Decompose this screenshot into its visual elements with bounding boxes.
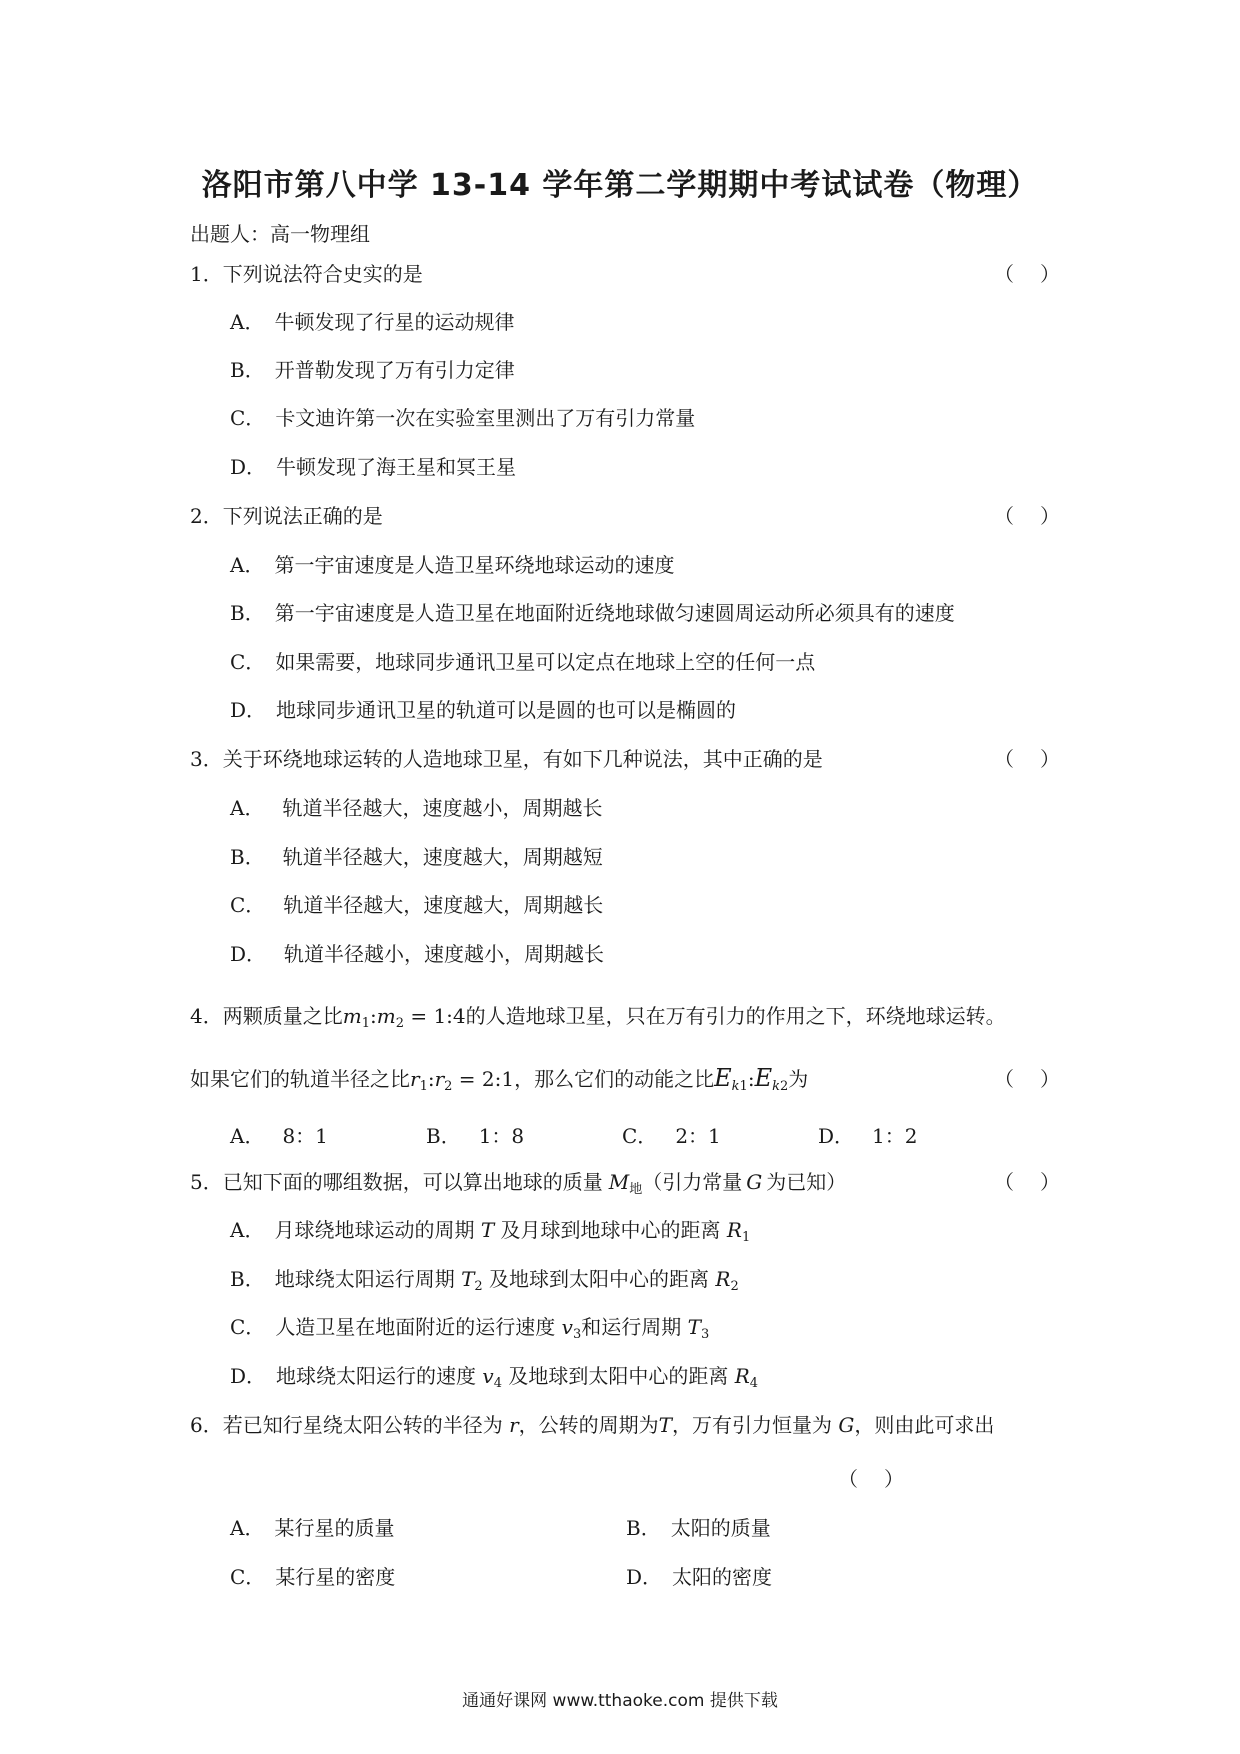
question-6-stem: 6．若已知行星绕太阳公转的半径为 r，公转的周期为T，万有引力恒量为 G，则由此可求出 [190,1413,995,1437]
answer-blank-q2: （ ） [994,504,1060,528]
q4-option-c: C． 2：1 [622,1124,721,1148]
question-3-stem: 3．关于环绕地球运转的人造地球卫星，有如下几种说法，其中正确的是 [190,747,823,771]
answer-blank-q6: （ ） [838,1467,904,1491]
q1-option-d: D． 牛顿发现了海王星和冥王星 [230,455,517,479]
q2-option-d: D． 地球同步通讯卫星的轨道可以是圆的也可以是椭圆的 [230,698,737,722]
q5-option-a: A． 月球绕地球运动的周期 T 及月球到地球中心的距离 $R_1$ [230,1218,751,1245]
q6-option-c: C． 某行星的密度 [230,1565,396,1589]
q6-option-b: B． 太阳的质量 [626,1516,771,1540]
answer-blank-q3: （ ） [994,747,1060,771]
question-5-stem: 5．已知下面的哪组数据，可以算出地球的质量 $M_地$（引力常量 G 为已知） [190,1170,847,1197]
q6-option-a: A． 某行星的质量 [230,1516,395,1540]
question-1-stem: 1．下列说法符合史实的是 [190,262,423,286]
q2-option-a: A． 第一宇宙速度是人造卫星环绕地球运动的速度 [230,553,675,577]
q4-option-a: A． 8：1 [230,1124,328,1148]
page-title: 洛阳市第八中学 13-14 学年第二学期期中考试试卷（物理） [201,168,1039,203]
q3-option-c: C． 轨道半径越大，速度越大，周期越长 [230,893,604,917]
q3-option-b: B． 轨道半径越大，速度越大，周期越短 [230,845,603,869]
question-2-stem: 2．下列说法正确的是 [190,504,383,528]
question-4-stem: 4．两颗质量之比$m_1:m_2$ = 1:4的人造地球卫星，只在万有引力的作用之下，环绕地球运转。 [190,1004,1006,1031]
answer-blank-q5: （ ） [994,1170,1060,1194]
q1-option-c: C． 卡文迪许第一次在实验室里测出了万有引力常量 [230,406,696,430]
q2-option-c: C． 如果需要，地球同步通讯卫星可以定点在地球上空的任何一点 [230,650,816,674]
q5-option-d: D． 地球绕太阳运行的速度 $v_4$ 及地球到太阳中心的距离 $R_4$ [230,1364,759,1391]
q6-option-d: D． 太阳的密度 [626,1565,773,1589]
q3-option-d: D． 轨道半径越小，速度越小，周期越长 [230,942,605,966]
answer-blank-q1: （ ） [994,262,1060,286]
answer-blank-q4: （ ） [994,1067,1060,1091]
q5-option-b: B． 地球绕太阳运行周期 $T_2$ 及地球到太阳中心的距离 $R_2$ [230,1267,739,1294]
author-line: 出题人：高一物理组 [190,222,370,246]
q2-option-b: B． 第一宇宙速度是人造卫星在地面附近绕地球做匀速圆周运动所必须具有的速度 [230,601,955,625]
question-4-line-2: 如果它们的轨道半径之比$r_1:r_2$ = 2:1，那么它们的动能之比$E_{k1}:E_{k2}$为 [190,1064,809,1094]
q1-option-b: B． 开普勒发现了万有引力定律 [230,358,515,382]
q5-option-c: C． 人造卫星在地面附近的运行速度 $v_3$和运行周期 $T_3$ [230,1315,710,1342]
q1-option-a: A． 牛顿发现了行星的运动规律 [230,310,515,334]
q4-option-d: D． 1：2 [818,1124,918,1148]
q3-option-a: A． 轨道半径越大，速度越小，周期越长 [230,796,603,820]
q4-option-b: B． 1：8 [426,1124,525,1148]
page-footer: 通通好课网 www.tthaoke.com 提供下载 [462,1691,778,1711]
